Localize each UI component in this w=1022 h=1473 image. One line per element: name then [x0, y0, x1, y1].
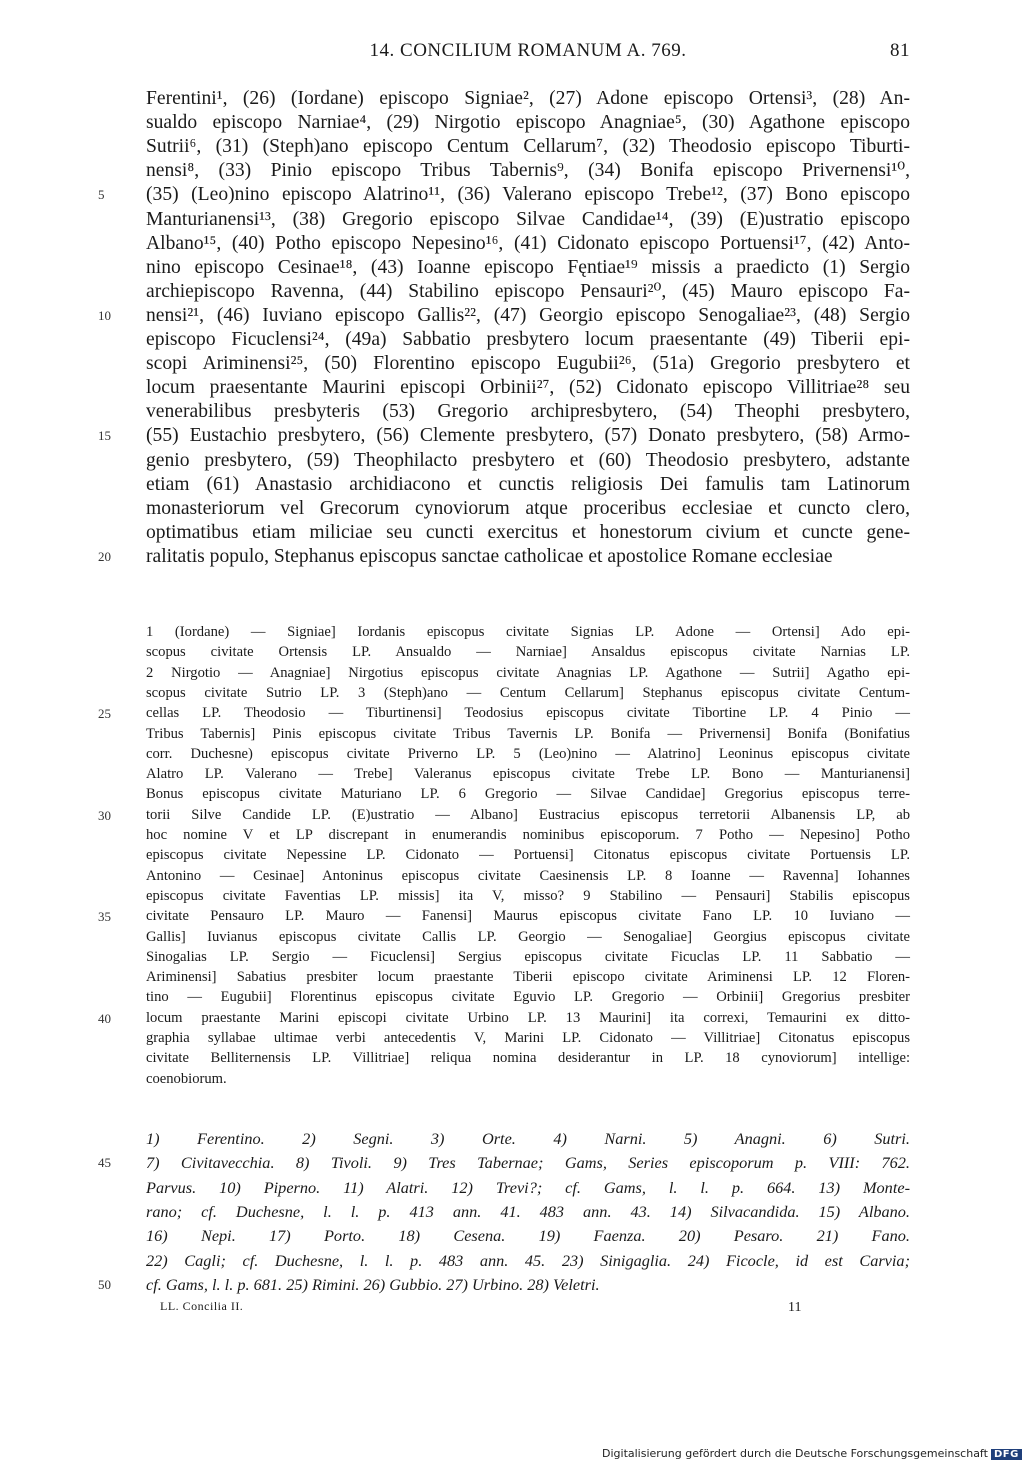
critical-note-line: Antonino — Cesinae] Antoninus episcopus civitate Caesinensis LP. 8 Ioanne — Ravenna] Iohannes	[146, 867, 910, 884]
critical-note-line: 1 (Iordane) — Signiae] Iordanis episcopus civitate Signias LP. Adone — Ortensi] Ado epi-	[146, 624, 910, 640]
line-number: 50	[98, 1276, 111, 1292]
main-text-line: Manturianensi¹³, (38) Gregorio episcopo Silvae Candidae¹⁴, (39) (E)ustratio episcopo	[146, 208, 910, 230]
identification-line: 16) Nepi. 17) Porto. 18) Cesena. 19) Faenza. 20) Pesaro. 21) Fano.	[146, 1226, 910, 1246]
line-number: 35	[98, 909, 111, 925]
main-text-line: episcopo Ficuclensi²⁴, (49a) Sabbatio presbytero locum praesentante (49) Tiberii epi-	[146, 329, 910, 350]
main-text-line: monasteriorum vel Grecorum cynoviorum atque proceribus ecclesiae et cuncto clero,	[146, 497, 910, 519]
critical-note-line: 2 Nirgotio — Anagniae] Nirgotius episcopus civitate Anagnias LP. Agathone — Sutrii] Agatho epi-	[146, 664, 910, 681]
page-number: 81	[890, 40, 910, 61]
critical-note-line: Sinogalias LP. Sergio — Ficuclensi] Sergius episcopus civitate Ficuclas LP. 11 Sabbatio —	[146, 948, 910, 965]
line-number: 25	[98, 706, 111, 722]
critical-note-line: graphia syllabae ultimae verbi antecedentis V, Marini LP. Cidonato — Villitriae] Citonatus episcopus	[146, 1030, 910, 1046]
main-text-line: optimatibus etiam miliciae seu cuncti exercitus et honestorum civium et cuncte gene-	[146, 521, 910, 543]
main-text-line: sualdo episcopo Narniae⁴, (29) Nirgotio episcopo Anagniae⁵, (30) Agathone episcopo	[146, 112, 910, 134]
main-text-line: nino episcopo Cesinae¹⁸, (43) Ioanne episcopo Fęntiae¹⁹ missis a praedicto (1) Sergio	[146, 256, 910, 278]
main-text-line: genio presbytero, (59) Theophilacto presbytero et (60) Theodosio presbytero, adstante	[146, 449, 910, 471]
critical-note-line: cellas LP. Theodosio — Tiburtinensi] Teodosius episcopus civitate Tibortine LP. 4 Pinio —	[146, 705, 910, 722]
line-number: 10	[98, 307, 111, 323]
line-number: 5	[98, 187, 105, 203]
main-text-line: ralitatis populo, Stephanus episcopus sanctae catholicae et apostolice Romane ecclesiae	[146, 545, 833, 567]
critical-note-line: Tribus Tabernis] Pinis episcopus civitate Tribus Tavernis LP. Bonifa — Privernensi] Bonifa (Bonifatius	[146, 725, 910, 742]
sheet-signature: 11	[788, 1300, 802, 1315]
dfg-funding-text: Digitalisierung gefördert durch die Deutsche Forschungsgemeinschaft	[602, 1447, 988, 1460]
critical-note-line: episcopus civitate Faventias LP. missis] ita V, misso? 9 Stabilino — Pensauri] Stabilis episcopus	[146, 887, 910, 904]
main-text-line: (35) (Leo)nino episcopo Alatrino¹¹, (36) Valerano episcopo Trebe¹², (37) Bono episcopo	[146, 184, 910, 206]
identification-line: 22) Cagli; cf. Duchesne, l. l. p. 483 ann. 45. 23) Sinigaglia. 24) Ficocle, id est Carvia;	[146, 1250, 910, 1270]
running-title: 14. CONCILIUM ROMANUM A. 769.	[369, 40, 687, 61]
main-text-line: nensi²¹, (46) Iuviano episcopo Gallis²², (47) Georgio episcopo Senogaliae²³, (48) Sergio	[146, 304, 910, 326]
main-text-line: venerabilibus presbyteris (53) Gregorio archipresbytero, (54) Theophi presbytero,	[146, 401, 910, 423]
running-header	[146, 40, 910, 70]
dfg-funding-note	[602, 1447, 1022, 1460]
critical-note-line: Gallis] Iuvianus episcopus civitate Callis LP. Georgio — Senogaliae] Georgius episcopus civitate	[146, 928, 910, 945]
identification-line: 7) Civitavecchia. 8) Tivoli. 9) Tres Tabernae; Gams, Series episcoporum p. VIII: 762.	[146, 1153, 910, 1173]
main-text-line: nensi⁸, (33) Pinio episcopo Tribus Tabernis⁹, (34) Bonifa episcopo Privernensi¹⁰,	[146, 160, 910, 182]
critical-note-line: civitate Belliternensis LP. Villitriae] reliqua nomina desiderantur in LP. 18 cynoviorum] intellige:	[146, 1050, 910, 1067]
main-text-line: archiepiscopo Ravenna, (44) Stabilino episcopo Pensauri²⁰, (45) Mauro episcopo Fa-	[146, 280, 910, 302]
critical-note-line: hoc nomine V et LP discrepant in enumerandis nominibus episcoporum. 7 Potho — Nepesino] Potho	[146, 827, 910, 843]
identification-line: rano; cf. Duchesne, l. l. p. 413 ann. 41. 483 ann. 43. 14) Silvacandida. 15) Albano.	[146, 1201, 910, 1221]
critical-note-line: corr. Duchesne) episcopus civitate Priverno LP. 5 (Leo)nino — Alatrino] Leoninus episcopus civitate	[146, 745, 910, 762]
critical-note-line: Bonus episcopus civitate Maturiano LP. 6 Gregorio — Silvae Candidae] Gregorius episcopus terre-	[146, 786, 910, 803]
critical-note-line: Ariminensi] Sabatius presbiter locum praestante Tiberii episcopo civitate Ariminensi LP. 12 Floren-	[146, 969, 910, 986]
identification-line: Parvus. 10) Piperno. 11) Alatri. 12) Trevi?; cf. Gams, l. l. p. 664. 13) Monte-	[146, 1177, 910, 1197]
line-number: 45	[98, 1155, 111, 1171]
line-number: 15	[98, 428, 111, 444]
series-signature: LL. Concilia II.	[160, 1299, 244, 1313]
line-number: 20	[98, 548, 111, 564]
main-text-line: Ferentini¹, (26) (Iordane) episcopo Signiae², (27) Adone episcopo Ortensi³, (28) An-	[146, 88, 910, 109]
critical-note-line: scopus civitate Sutrio LP. 3 (Steph)ano — Centum Cellarum] Stephanus episcopus civitate Centum-	[146, 684, 910, 701]
critical-note-line: coenobiorum.	[146, 1070, 227, 1087]
critical-note-line: civitate Pensauro LP. Mauro — Fanensi] Maurus episcopus civitate Fano LP. 10 Iuviano —	[146, 908, 910, 925]
main-text-line: locum praesentante Maurini episcopi Orbinii²⁷, (52) Cidonato episcopo Villitriae²⁸ seu	[146, 377, 910, 399]
main-text-line: Albano¹⁵, (40) Potho episcopo Nepesino¹⁶, (41) Cidonato episcopo Portuensi¹⁷, (42) Anto-	[146, 232, 910, 254]
line-number: 30	[98, 807, 111, 823]
main-text-line: Sutrii⁶, (31) (Steph)ano episcopo Centum Cellarum⁷, (32) Theodosio episcopo Tiburti-	[146, 136, 910, 158]
identification-line: cf. Gams, l. l. p. 681. 25) Rimini. 26) Gubbio. 27) Urbino. 28) Veletri.	[146, 1274, 600, 1294]
critical-note-line: episcopus civitate Nepessine LP. Cidonato — Portuensi] Citonatus episcopus civitate Portuensis LP.	[146, 847, 910, 864]
critical-note-line: scopus civitate Ortensis LP. Ansualdo — Narniae] Ansaldus episcopus civitate Narnias LP.	[146, 644, 910, 661]
critical-note-line: Alatro LP. Valerano — Trebe] Valeranus episcopus civitate Trebe LP. Bono — Manturianensi]	[146, 766, 910, 783]
main-text-line: etiam (61) Anastasio archidiacono et cunctis religiosis Dei famulis tam Latinorum	[146, 473, 910, 495]
critical-note-line: torii Silve Candide LP. (E)ustratio — Albano] Eustracius episcopus terretorii Albanensis LP, ab	[146, 806, 910, 823]
identification-line: 1) Ferentino. 2) Segni. 3) Orte. 4) Narni. 5) Anagni. 6) Sutri.	[146, 1129, 910, 1148]
main-text-line: scopi Ariminensi²⁵, (50) Florentino episcopo Eugubii²⁶, (51a) Gregorio presbytero et	[146, 353, 910, 375]
dfg-logo: DFG	[991, 1449, 1022, 1460]
main-text-line: (55) Eustachio presbytero, (56) Clemente presbytero, (57) Donato presbytero, (58) Armo-	[146, 425, 910, 447]
critical-note-line: locum praestante Marini episcopi civitate Urbino LP. 13 Maurini] ita correxi, Temaurini ex ditto-	[146, 1009, 910, 1026]
line-number: 40	[98, 1010, 111, 1026]
critical-note-line: tino — Eugubii] Florentinus episcopus civitate Eguvio LP. Gregorio — Orbinii] Gregorius presbiter	[146, 989, 910, 1006]
